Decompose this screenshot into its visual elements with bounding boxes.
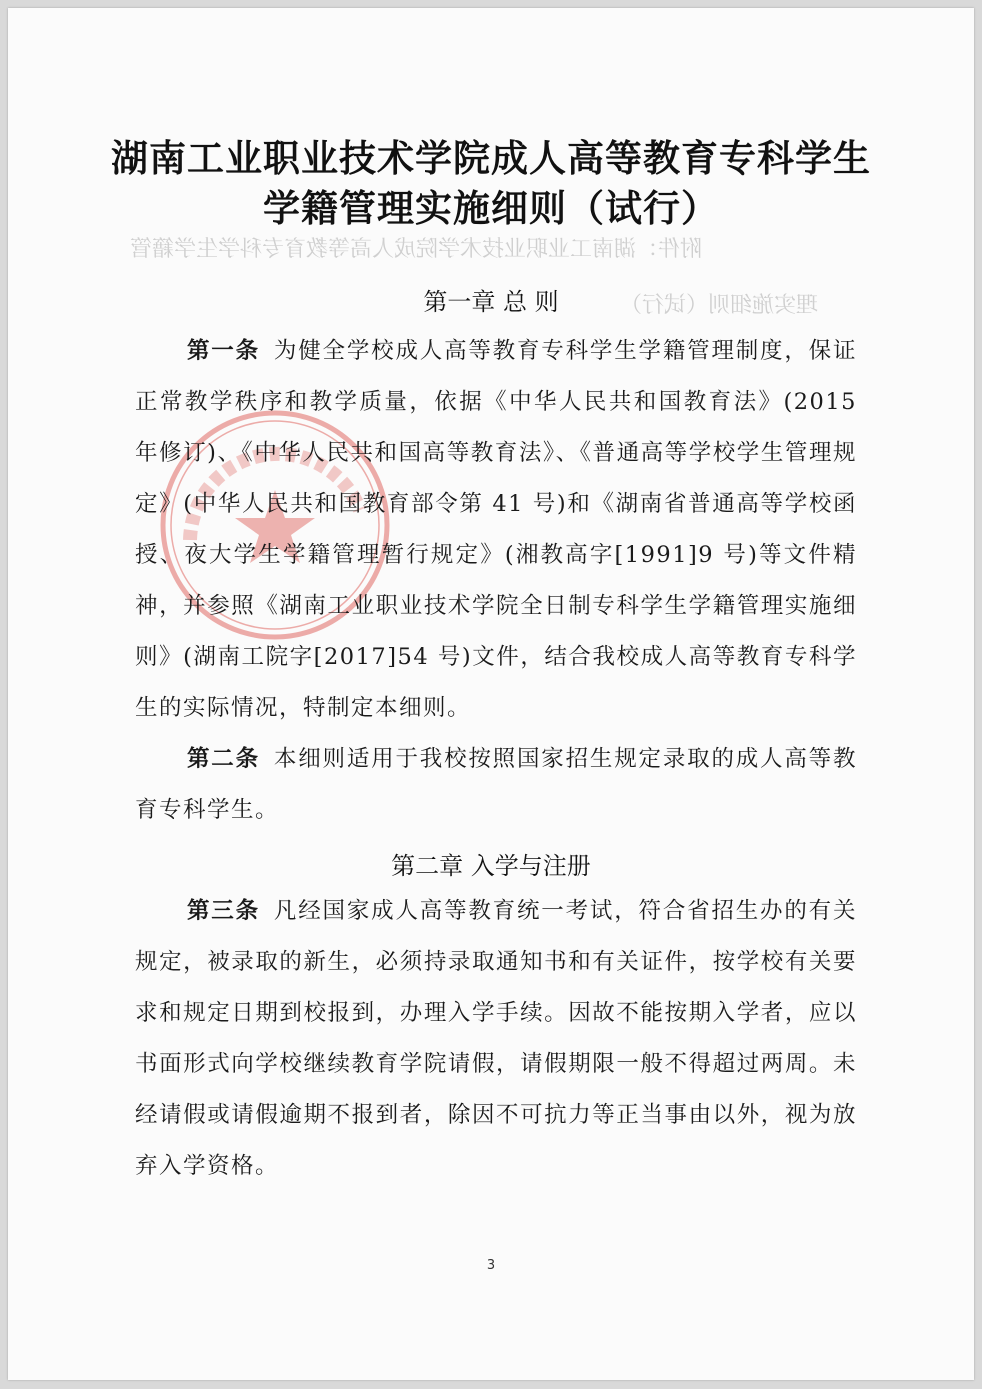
bleed-through-text-2: 理实施细则（试行） [620,293,819,318]
article-label: 第三条 [187,898,260,924]
bleed-through-text-1: 附件：湖南工业职业技术学院成人高等教育专科学生学籍管 [130,237,703,262]
article-body: 为健全学校成人高等教育专科学生学籍管理制度，保证正常教学秩序和教学质量，依据《中华人民共和国教育法》(2015 年修订)、《中华人民共和国高等教育法》、《普通高等学校学生管理规定》(中华人民共和国教育部令第 41 号)和《湖南省普通高等学校函授、夜大学生学籍管理暂行规定》(湘教高字[1991]9 号)等文件精神，并参照《湖南工业职业技术学院全日制专科学生学籍管理实施细则》(湖南工院字[2017]54 号)文件，结合我校成人高等教育专科学生的实际情况，特制定本细则。 [135,338,857,721]
article-body: 凡经国家成人高等教育统一考试，符合省招生办的有关规定，被录取的新生，必须持录取通知书和有关证件，按学校有关要求和规定日期到校报到，办理入学手续。因故不能按期入学者，应以书面形式向学校继续教育学院请假，请假期限一般不得超过两周。未经请假或请假逾期不报到者，除因不可抗力等正当事由以外，视为放弃入学资格。 [135,898,857,1179]
chapter-heading-2: 第二章 入学与注册 [391,852,591,880]
chapter-heading-1: 第一章 总 则 [423,288,559,316]
document-title-line-2: 学籍管理实施细则（试行） [263,187,719,230]
article-2 [135,734,857,836]
article-body: 本细则适用于我校按照国家招生规定录取的成人高等教育专科学生。 [135,746,857,823]
article-label: 第一条 [187,338,260,364]
page-number: 3 [486,1258,496,1273]
article-1 [135,326,857,734]
document-title-line-1: 湖南工业职业技术学院成人高等教育专科学生 [111,137,871,180]
article-3 [135,886,857,1192]
article-label: 第二条 [187,746,260,772]
